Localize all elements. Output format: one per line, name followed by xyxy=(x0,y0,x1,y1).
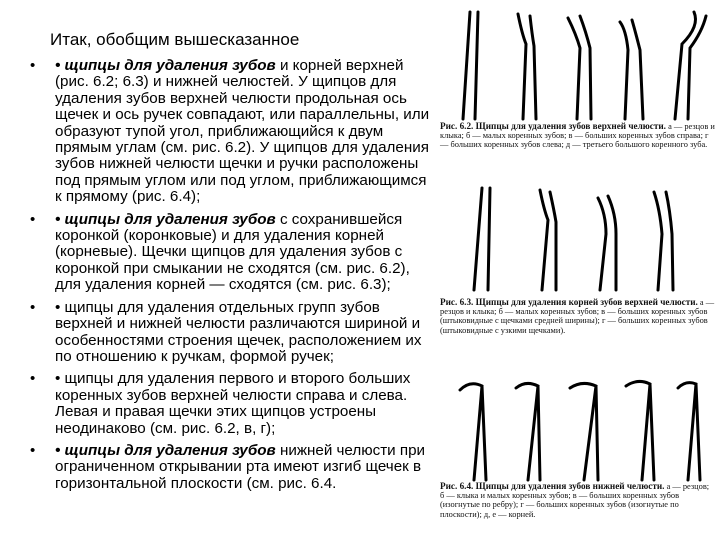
bullet-text: • щипцы для удаления первого и второго больших коренных зубов верхней челюсти справа и слева. Левая и правая щечки этих щипцов устроены неодинаково (см. рис. 6.2, в, г); xyxy=(55,370,411,437)
bullet-marker: • xyxy=(30,441,36,459)
caption-title: Рис. 6.3. Щипцы для удаления корней зубов верхней челюсти. xyxy=(440,297,698,307)
bullet-bold-lead: • щипцы для удаления зубов xyxy=(55,210,276,228)
forceps-illustration-6-2 xyxy=(430,4,720,124)
figure-6-3 xyxy=(430,180,720,360)
bullet-item xyxy=(30,300,430,366)
figure-6-2 xyxy=(430,0,720,180)
forceps-illustration-6-3 xyxy=(430,180,720,292)
forceps-illustration-6-4 xyxy=(430,370,720,482)
figure-caption xyxy=(440,122,715,150)
bullet-item xyxy=(30,212,430,294)
figure-6-4 xyxy=(430,370,720,540)
bullet-text: с сохранившейся коронкой (коронковые) и для удаления корней (корневые). Щечки щипцов для удаления зубов с коронкой при смыкании не сходятся (см. рис. 6.2), для удаления корней — сходятся (см. рис. 6.3); xyxy=(55,210,410,294)
bullet-item xyxy=(30,58,430,206)
bullet-item xyxy=(30,443,430,492)
caption-text: а — резцов; б — клыка и малых коренных зубов; в — больших коренных зубов (изогнутые по ребру); г — больших коренных зубов (изогнутые по плоскости); д, е — корней. xyxy=(440,482,710,519)
bullet-list xyxy=(30,58,430,498)
figures-column xyxy=(430,0,720,540)
bullet-text: и корней верхней (рис. 6.2; 6.3) и нижней челюстей. У щипцов для удаления зубов верхней челюсти продольная ось щечек и ось ручек совпадают, или параллельны, или образуют тупой угол, приближающийся к двум прямым углам (см. рис. 6.2). У щипцов для удаления зубов нижней челюсти щечки и ручки расположены под прямым углом или под углом, приближающимся к прямому (рис. 6.4); xyxy=(55,57,430,206)
bullet-marker: • xyxy=(30,298,36,316)
caption-text: а — резцов и клыка; б — малых коренных зубов; в — больших коренных зубов справа; г — больших коренных зубов слева; д — третьего большого коренного зуба. xyxy=(440,122,715,150)
caption-text: а — резцов и клыка; б — малых коренных зубов; в — больших коренных зубов (штыковидные с щечками средней ширины); г — больших коренных зубов (штыковидные с узкими щечками). xyxy=(440,298,715,335)
caption-title: Рис. 6.2. Щипцы для удаления зубов верхней челюсти. xyxy=(440,121,666,131)
bullet-marker: • xyxy=(30,57,36,74)
bullet-text: • щипцы для удаления отдельных групп зубов верхней и нижней челюсти различаются шириной и особенностями строения щечек, расположением их по отношению к ручкам, формой ручек; xyxy=(55,298,422,365)
bullet-bold-lead: • щипцы для удаления зубов xyxy=(55,441,276,459)
bullet-item xyxy=(30,371,430,437)
figure-caption xyxy=(440,298,715,335)
bullet-marker: • xyxy=(30,370,36,388)
caption-title: Рис. 6.4. Щипцы для удаления зубов нижней челюсти. xyxy=(440,481,665,491)
bullet-bold-lead: • щипцы для удаления зубов xyxy=(55,57,276,74)
bullet-text: нижней челюсти при ограниченном открывании рта имеют изгиб щечек в горизонтальной плоскости (см. рис. 6.4. xyxy=(55,441,426,492)
figure-caption xyxy=(440,482,715,519)
slide-title: Итак, обобщим вышесказанное xyxy=(50,30,300,49)
bullet-marker: • xyxy=(30,210,36,228)
